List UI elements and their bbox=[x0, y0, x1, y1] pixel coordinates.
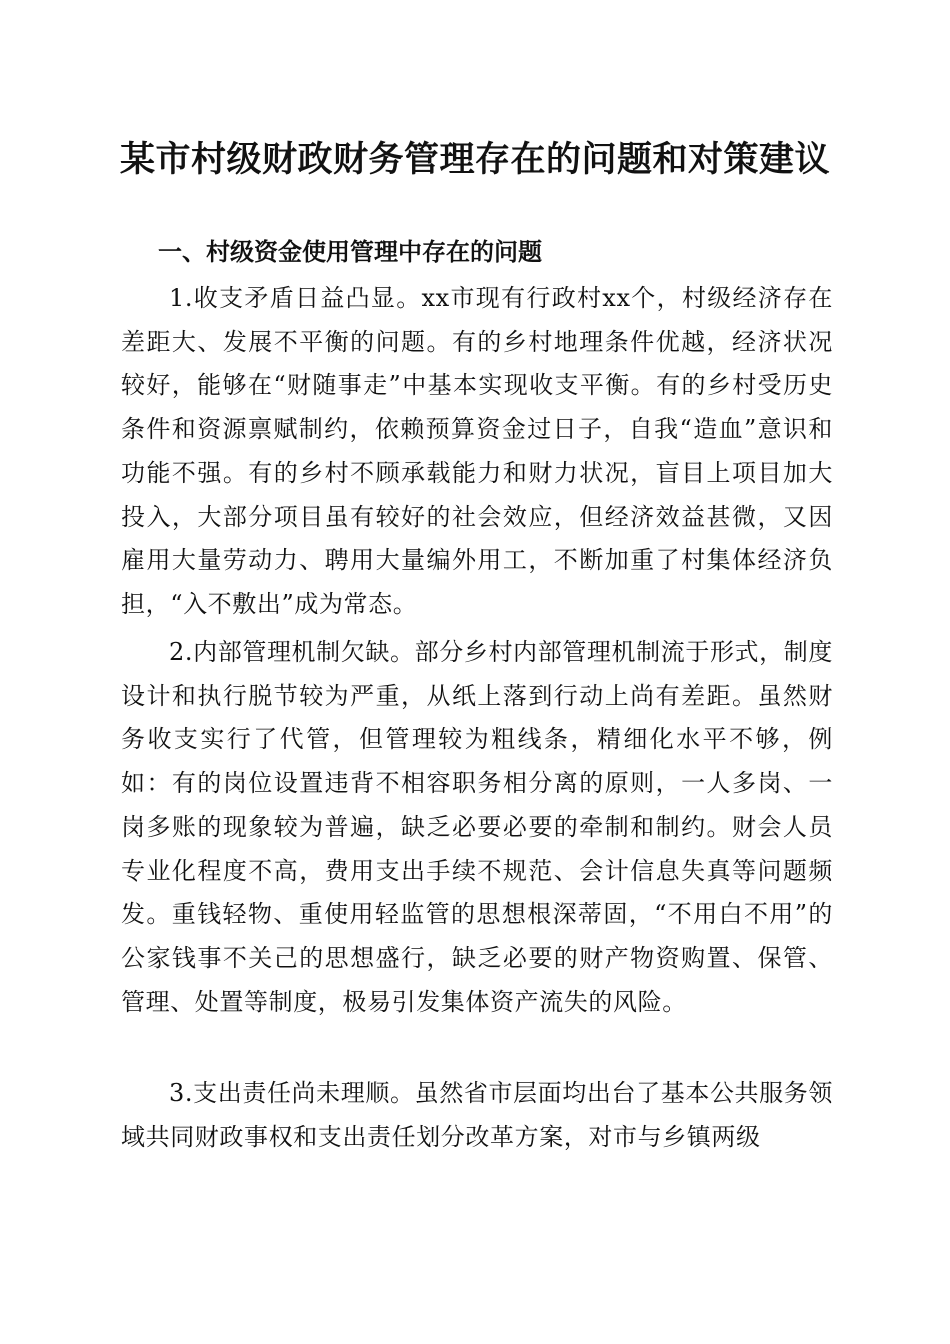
section-heading: 一、村级资金使用管理中存在的问题 bbox=[158, 238, 542, 266]
paragraph-income-expenditure: 1.收支矛盾日益凸显。xx市现有行政村xx个，村级经济存在差距大、发展不平衡的问题。有的乡村地理条件优越，经济状况较好，能够在“财随事走”中基本实现收支平衡。有的乡村受历史条件和资源禀赋制约，依赖预算资金过日子，自我“造血”意识和功能不强。有的乡村不顾承载能力和财力状况，盲目上项目加大投入，大部分项目虽有较好的社会效应，但经济效益甚微，又因雇用大量劳动力、聘用大量编外用工，不断加重了村集体经济负担，“入不敷出”成为常态。 bbox=[121, 284, 833, 618]
paragraph-internal-management: 2.内部管理机制欠缺。部分乡村内部管理机制流于形式，制度设计和执行脱节较为严重，从纸上落到行动上尚有差距。虽然财务收支实行了代管，但管理较为粗线条，精细化水平不够，例如：有的岗位设置违背不相容职务相分离的原则，一人多岗、一岗多账的现象较为普遍，缺乏必要必要的牵制和制约。财会人员专业化程度不高，费用支出手续不规范、会计信息失真等问题频发。重钱轻物、重使用轻监管的思想根深蒂固，“不用白不用”的公家钱事不关己的思想盛行，缺乏必要的财产物资购置、保管、管理、处置等制度，极易引发集体资产流失的风险。 bbox=[121, 638, 833, 1016]
paragraph-expenditure-responsibility: 3.支出责任尚未理顺。虽然省市层面均出台了基本公共服务领域共同财政事权和支出责任划分改革方案，对市与乡镇两级 bbox=[121, 1079, 833, 1151]
document-title: 某市村级财政财务管理存在的问题和对策建议 bbox=[119, 139, 830, 180]
